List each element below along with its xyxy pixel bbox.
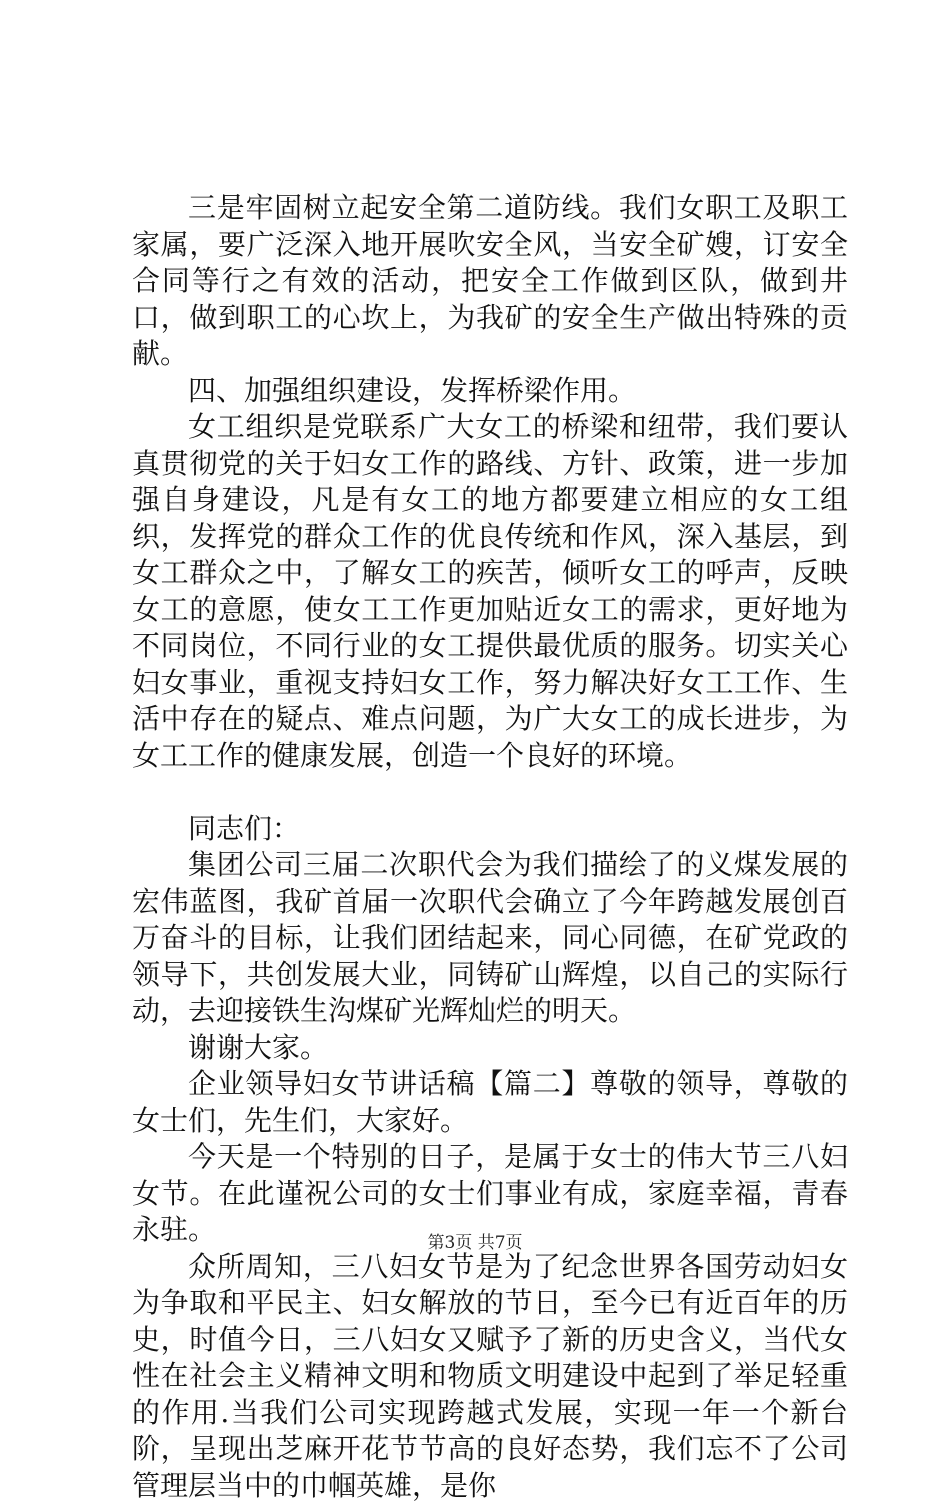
paragraph-speech-two-opening: 企业领导妇女节讲话稿【篇二】尊敬的领导，尊敬的女士们，先生们，大家好。 (132, 1066, 848, 1139)
salutation-comrades: 同志们： (132, 811, 848, 848)
paragraph-special-day: 今天是一个特别的日子，是属于女士的伟大节三八妇女节。在此谨祝公司的女士们事业有成，家庭幸福，青春永驻。 (132, 1139, 848, 1249)
paragraph-gap (132, 774, 848, 811)
paragraph-women-organization: 女工组织是党联系广大女工的桥梁和纽带，我们要认真贯彻党的关于妇女工作的路线、方针、政策，进一步加强自身建设，凡是有女工的地方都要建立相应的女工组织，发挥党的群众工作的优良传统和作风，深入基层，到女工群众之中，了解女工的疾苦，倾听女工的呼声，反映女工的意愿，使女工工作更加贴近女工的需求，更好地为不同岗位，不同行业的女工提供最优质的服务。切实关心妇女事业，重视支持妇女工作，努力解决好女工工作、生活中存在的疑点、难点问题，为广大女工的成长进步，为女工工作的健康发展，创造一个良好的环境。 (132, 409, 848, 774)
page-number-footer: 第3页 共7页 (0, 1228, 950, 1253)
document-body (132, 190, 848, 1504)
paragraph-history: 众所周知，三八妇女节是为了纪念世界各国劳动妇女为争取和平民主、妇女解放的节日，至今已有近百年的历史，时值今日，三八妇女又赋予了新的历史含义，当代女性在社会主义精神文明和物质文明建设中起到了举足轻重的作用.当我们公司实现跨越式发展，实现一年一个新台阶，呈现出芝麻开花节节高的良好态势，我们忘不了公司管理层当中的巾帼英雄，是你 (132, 1249, 848, 1504)
paragraph-blueprint: 集团公司三届二次职代会为我们描绘了的义煤发展的宏伟蓝图，我矿首届一次职代会确立了今年跨越发展创百万奋斗的目标，让我们团结起来，同心同德，在矿党政的领导下，共创发展大业，同铸矿山辉煌，以自己的实际行动，去迎接铁生沟煤矿光辉灿烂的明天。 (132, 847, 848, 1030)
closing-thanks: 谢谢大家。 (132, 1030, 848, 1067)
section-heading-organization: 四、加强组织建设，发挥桥梁作用。 (132, 373, 848, 410)
paragraph-safety-defense: 三是牢固树立起安全第二道防线。我们女职工及职工家属，要广泛深入地开展吹安全风，当安全矿嫂，订安全合同等行之有效的活动，把安全工作做到区队，做到井口，做到职工的心坎上，为我矿的安全生产做出特殊的贡献。 (132, 190, 848, 373)
